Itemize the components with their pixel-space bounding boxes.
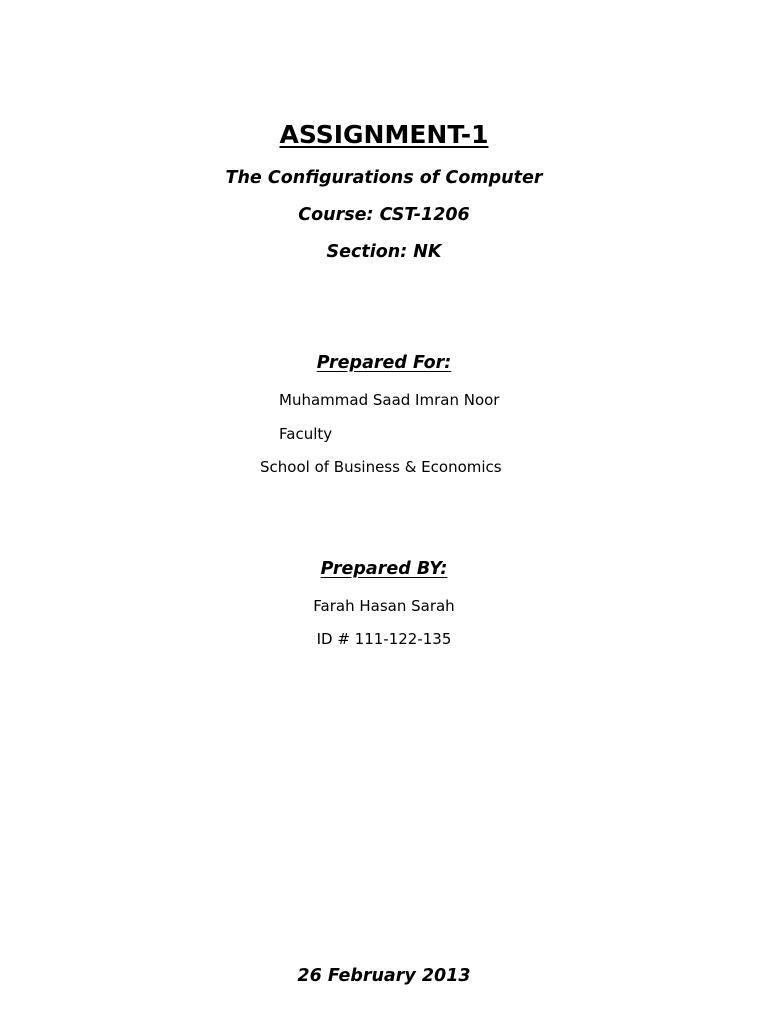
- prepared-by-name: Farah Hasan Sarah: [313, 597, 455, 615]
- prepared-by-heading: Prepared BY:: [320, 559, 448, 579]
- document-date: 26 February 2013: [297, 966, 471, 986]
- course-line: Course: CST-1206: [298, 205, 470, 225]
- prepared-for-name: Muhammad Saad Imran Noor: [279, 391, 500, 409]
- section-line: Section: NK: [326, 242, 442, 262]
- prepared-for-heading: Prepared For:: [316, 353, 452, 373]
- document-title: ASSIGNMENT-1: [279, 120, 489, 149]
- prepared-for-role: Faculty: [279, 425, 333, 443]
- document-subtitle: The Configurations of Computer: [225, 168, 543, 188]
- prepared-for-school: School of Business & Economics: [260, 458, 502, 476]
- prepared-by-id: ID # 111-122-135: [316, 630, 452, 648]
